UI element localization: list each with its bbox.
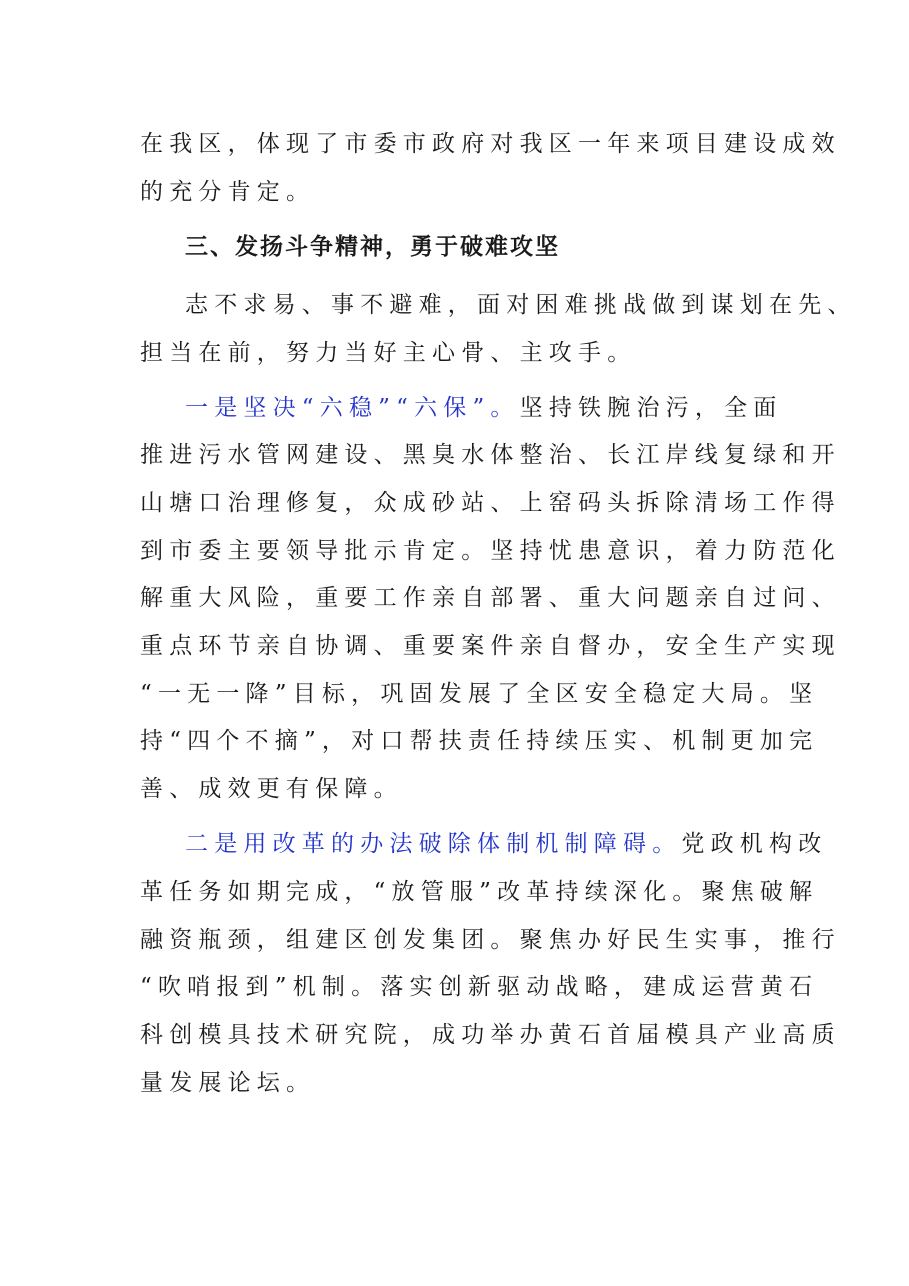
paragraph-line: 善、成效更有保障。 — [140, 776, 403, 802]
paragraph-line: 持“四个不摘”，对口帮扶责任持续压实、机制更加完 — [140, 728, 819, 754]
paragraph-line: 融资瓶颈，组建区创发集团。聚焦办好民生实事，推行 — [140, 927, 841, 953]
paragraph-line: “一无一降”目标，巩固发展了全区安全稳定大局。坚 — [140, 681, 819, 707]
paragraph-line: 科创模具技术研究院，成功举办黄石首届模具产业高质 — [140, 1022, 841, 1048]
paragraph-line: 革任务如期完成，“放管服”改革持续深化。聚焦破解 — [140, 879, 819, 905]
paragraph-line: 的充分肯定。 — [140, 179, 316, 205]
paragraph-line — [185, 393, 782, 423]
paragraph-lead: 二是用改革的办法破除体制机制障碍。 — [185, 831, 682, 857]
paragraph-text: 坚持铁腕治污，全面 — [519, 395, 783, 421]
paragraph-text: 党政机构改 — [681, 831, 828, 857]
paragraph-lead: 一是坚决“六稳”“六保”。 — [185, 395, 520, 421]
paragraph-line: 在我区，体现了市委市政府对我区一年来项目建设成效 — [140, 131, 841, 157]
paragraph-line: 担当在前，努力当好主心骨、主攻手。 — [140, 340, 637, 366]
paragraph-line: “吹哨报到”机制。落实创新驱动战略，建成运营黄石 — [140, 974, 819, 1000]
paragraph-line: 量发展论坛。 — [140, 1070, 316, 1096]
paragraph-line: 山塘口治理修复，众成砂站、上窑码头拆除清场工作得 — [140, 490, 841, 516]
paragraph-line — [185, 829, 827, 859]
paragraph-line: 解重大风险，重要工作亲自部署、重大问题亲自过问、 — [140, 585, 841, 611]
section-heading: 三、发扬斗争精神，勇于破难攻坚 — [185, 234, 560, 260]
paragraph-line: 推进污水管网建设、黑臭水体整治、长江岸线复绿和开 — [140, 442, 841, 468]
paragraph-line: 重点环节亲自协调、重要案件亲自督办，安全生产实现 — [140, 633, 841, 659]
paragraph-line: 志不求易、事不避难，面对困难挑战做到谋划在先、 — [185, 292, 857, 318]
paragraph-line: 到市委主要领导批示肯定。坚持忧患意识，着力防范化 — [140, 538, 841, 564]
